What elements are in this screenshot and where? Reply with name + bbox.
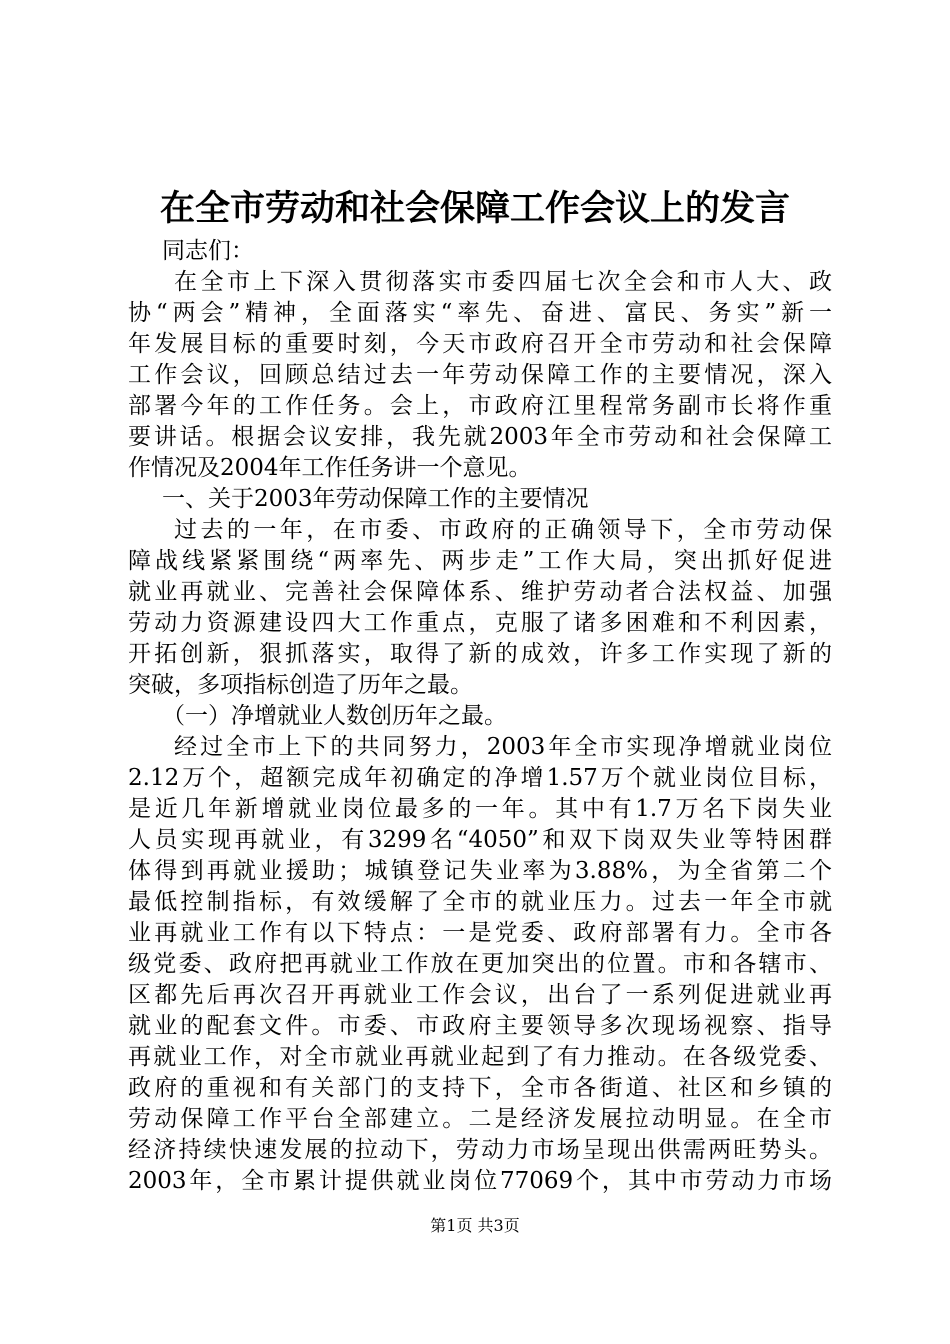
body-line: 2003年，全市累计提供就业岗位77069个，其中市劳动力市场 xyxy=(128,1168,832,1194)
body-line: 劳动保障工作平台全部建立。二是经济发展拉动明显。在全市 xyxy=(128,1106,832,1132)
body-line: （一）净增就业人数创历年之最。 xyxy=(162,703,507,729)
page-number: 第1页 共3页 xyxy=(430,1216,520,1235)
body-line: 体得到再就业援助；城镇登记失业率为3.88%，为全省第二个 xyxy=(128,858,832,884)
body-line: 开拓创新，狠抓落实，取得了新的成效，许多工作实现了新的 xyxy=(128,641,832,667)
body-line: 经济持续快速发展的拉动下，劳动力市场呈现出供需两旺势头。 xyxy=(128,1137,832,1163)
body-line: 人员实现再就业，有3299名“4050”和双下岗双失业等特困群 xyxy=(128,827,832,853)
body-line: 再就业工作，对全市就业再就业起到了有力推动。在各级党委、 xyxy=(128,1044,832,1070)
body-line: 是近几年新增就业岗位最多的一年。其中有1.7万名下岗失业 xyxy=(128,796,832,822)
body-line: 部署今年的工作任务。会上，市政府江里程常务副市长将作重 xyxy=(128,393,832,419)
body-line: 同志们： xyxy=(162,238,254,264)
body-line: 年发展目标的重要时刻，今天市政府召开全市劳动和社会保障 xyxy=(128,331,832,357)
body-line: 劳动力资源建设四大工作重点，克服了诸多困难和不利因素， xyxy=(128,610,832,636)
body-line: 区都先后再次召开再就业工作会议，出台了一系列促进就业再 xyxy=(128,982,832,1008)
body-line: 过去的一年，在市委、市政府的正确领导下，全市劳动保 xyxy=(174,517,832,543)
body-line: 突破，多项指标创造了历年之最。 xyxy=(128,672,473,698)
body-line: 业再就业工作有以下特点：一是党委、政府部署有力。全市各 xyxy=(128,920,832,946)
body-line: 一、关于2003年劳动保障工作的主要情况 xyxy=(162,486,589,512)
body-line: 级党委、政府把再就业工作放在更加突出的位置。市和各辖市、 xyxy=(128,951,832,977)
body-line: 经过全市上下的共同努力，2003年全市实现净增就业岗位 xyxy=(174,734,832,760)
body-line: 最低控制指标，有效缓解了全市的就业压力。过去一年全市就 xyxy=(128,889,832,915)
body-line: 协“两会”精神，全面落实“率先、奋进、富民、务实”新一 xyxy=(128,300,832,326)
document-body xyxy=(128,236,832,1197)
body-line: 就业的配套文件。市委、市政府主要领导多次现场视察、指导 xyxy=(128,1013,832,1039)
document-title: 在全市劳动和社会保障工作会议上的发言 xyxy=(159,188,790,229)
body-line: 作情况及2004年工作任务讲一个意见。 xyxy=(128,455,532,481)
body-line: 要讲话。根据会议安排，我先就2003年全市劳动和社会保障工 xyxy=(128,424,832,450)
body-line: 在全市上下深入贯彻落实市委四届七次全会和市人大、政 xyxy=(174,269,832,295)
body-line: 障战线紧紧围绕“两率先、两步走”工作大局，突出抓好促进 xyxy=(128,548,832,574)
body-line: 工作会议，回顾总结过去一年劳动保障工作的主要情况，深入 xyxy=(128,362,832,388)
body-line: 2.12万个，超额完成年初确定的净增1.57万个就业岗位目标， xyxy=(128,765,832,791)
body-line: 就业再就业、完善社会保障体系、维护劳动者合法权益、加强 xyxy=(128,579,832,605)
body-line: 政府的重视和有关部门的支持下，全市各街道、社区和乡镇的 xyxy=(128,1075,832,1101)
